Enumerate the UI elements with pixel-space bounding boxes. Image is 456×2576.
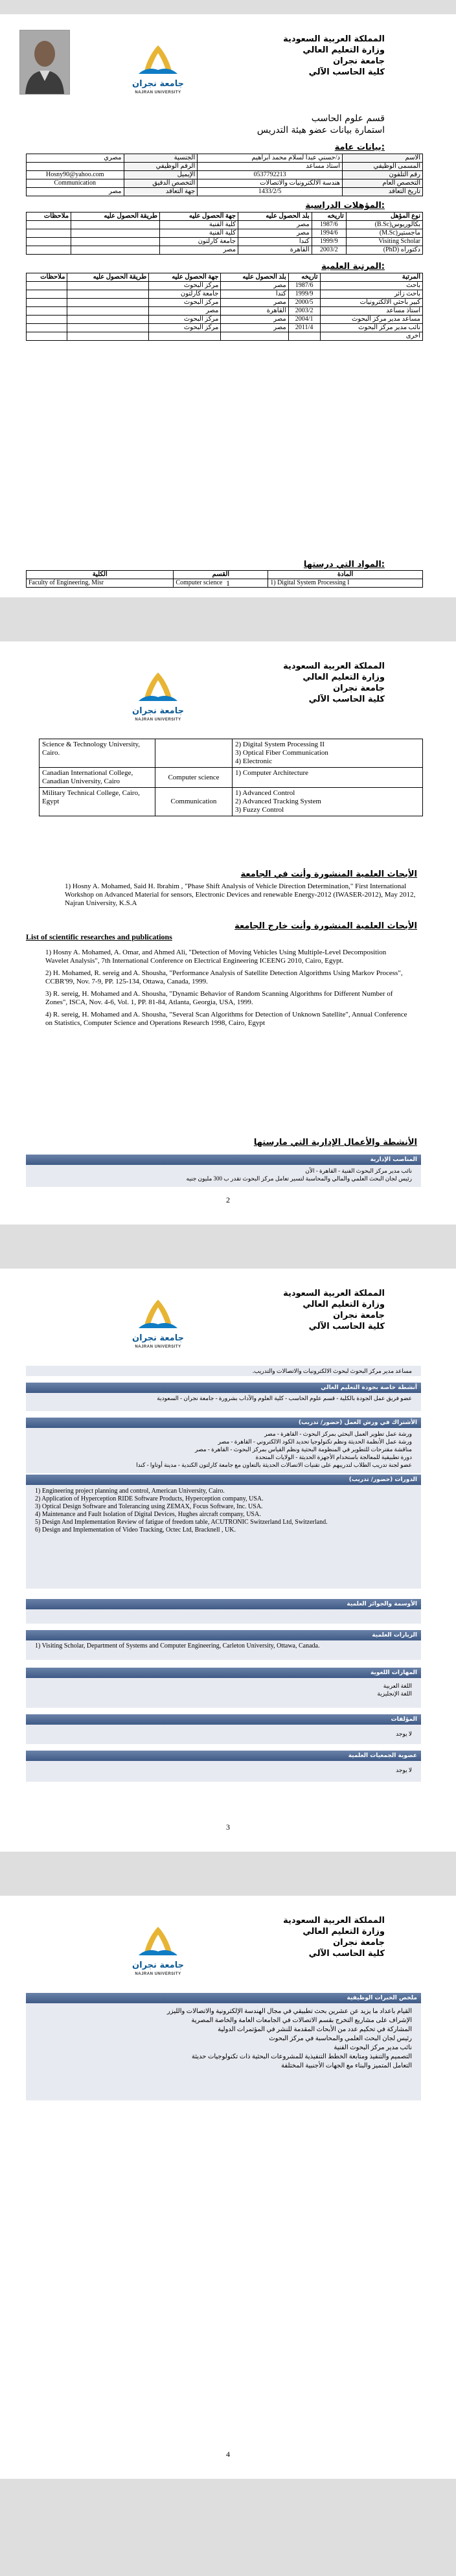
qualification-cell: مصر	[238, 221, 312, 229]
page-3	[0, 1269, 456, 1852]
qualification-cell: ماجستير(M.Sc)	[346, 229, 422, 238]
list-item: رئيس لجان البحث العلمي والمالي والمحاسبة لتسير تعامل مركز البحوث تقدر ب 300 مليون جنيه	[186, 1175, 412, 1182]
courses-col-subject: المادة	[268, 571, 423, 579]
page-number: 2	[226, 1195, 230, 1204]
field-label: تاريخ التعاقد	[343, 188, 423, 196]
header-line: وزارة التعليم العالي	[302, 45, 385, 55]
field-value: مصري	[27, 154, 124, 163]
qualification-cell: Visiting Scholar	[346, 238, 422, 246]
quality-list	[26, 1393, 421, 1411]
course-college: Faculty of Engineering, Misr	[27, 579, 174, 588]
list-item: المشاركة في تحكيم عدد من الأبحاث المقدمة للنشر في المؤتمرات الدولية	[218, 2026, 412, 2033]
list-item: 2) Advanced Tracking System	[235, 798, 321, 805]
table-row	[40, 739, 423, 768]
university-logo	[113, 669, 203, 722]
field-value: 0537792213	[198, 171, 343, 179]
honors-list	[26, 1609, 421, 1624]
qualification-cell: 2003/2	[312, 246, 346, 255]
admin-positions-list	[26, 1165, 421, 1187]
list-item: 1) Computer Architecture	[235, 769, 309, 777]
rank-cell: باحث زائر	[320, 290, 422, 299]
list-item: 6) Design and Implementation of Video Tracking, Octec Ltd, Bracknell , UK.	[35, 1526, 236, 1534]
list-item: رئيس لجان البحث العلمي والمحاسبة في مركز البحوث	[269, 2035, 412, 2042]
qualifications-table	[26, 212, 423, 255]
list-item: عضو لجنة تدريب الطلاب لتدريبهم على تقنيات الاتصالات الحديثة بالتعاون مع جامعة كارلتون الكندية - مدينة أوتاوا - كندا	[136, 1462, 412, 1468]
rank-cell: مصر	[221, 316, 288, 324]
qualification-cell: كندا	[238, 238, 312, 246]
logo-arabic-name: جامعة نجران	[132, 79, 184, 89]
rank-cell: مصر	[221, 299, 288, 307]
logo-english-name: NAJRAN UNIVERSITY	[135, 1345, 181, 1349]
rank-col-header: بلد الحصول عليه	[221, 273, 288, 282]
logo-arabic-name: جامعة نجران	[132, 1961, 184, 1970]
rank-cell: مصر	[221, 282, 288, 290]
publications-list-title: List of scientific researches and publications	[26, 932, 172, 941]
courses-col-dept: القسم	[174, 571, 268, 579]
page-4	[0, 1896, 456, 2479]
course-dept: Computer science	[155, 768, 233, 788]
publications-list	[26, 1725, 421, 1744]
course-subjects	[233, 739, 423, 768]
rank-cell	[27, 282, 67, 290]
course-dept: Computer science	[174, 579, 268, 588]
page-header	[113, 1288, 385, 1359]
page-1	[0, 14, 456, 597]
quality-bar: أنشطة خاصة بجودة التعليم العالي	[26, 1383, 421, 1393]
list-item: مساعد مدير مركز البحوث لبحوث الالكترونيات والاتصالات والتدريب.	[252, 1368, 412, 1374]
courses-heading: المواد التي درستها:	[303, 560, 385, 569]
rank-cell: مركز البحوث	[149, 316, 221, 324]
rank-cell: 2003/2	[288, 307, 320, 316]
memberships-bar: عضوية الجمعيات العلمية	[26, 1751, 421, 1761]
header-lines	[283, 34, 385, 78]
experience-summary-list	[26, 2003, 421, 2100]
list-item: نائب مدير مركز البحوث الفنية - القاهرة - الآن	[305, 1167, 412, 1174]
rank-cell: القاهرة	[221, 307, 288, 316]
admin-positions-bar: المناصب الإدارية	[26, 1155, 421, 1165]
rank-cell	[27, 299, 67, 307]
qualification-cell	[27, 221, 71, 229]
rank-cell	[221, 332, 288, 341]
field-label: جهة التعاقد	[124, 188, 198, 196]
field-label: التخصص العام	[343, 179, 423, 188]
field-value: أستاذ مساعد	[198, 163, 343, 171]
list-item: 4) R. sereig, H. Mohamed and A. Shousha, "Several Scan Algorithms for Detection of Unknown Satellite", Annual Conference on Statistics, Computer Science and Operations Research 1998, Cairo, Egypt	[45, 1011, 407, 1027]
qualification-cell	[27, 229, 71, 238]
header-lines	[283, 661, 385, 705]
rank-cell	[67, 307, 149, 316]
qualification-cell: 1994/6	[312, 229, 346, 238]
rank-cell: أستاذ مساعد	[320, 307, 422, 316]
logo-english-name: NAJRAN UNIVERSITY	[135, 91, 181, 95]
qualification-col-header: بلد الحصول عليه	[238, 213, 312, 221]
university-logo	[113, 41, 203, 95]
header-line: جامعة نجران	[333, 1311, 385, 1320]
qualification-cell: بكالوريوس(B.Sc)	[346, 221, 422, 229]
rank-cell	[67, 324, 149, 332]
table-row	[27, 307, 423, 316]
list-item: ورشة عمل الأنظمة الحديثة ونظم تكنولوجيا تحديد الكود الالكتروني - القاهرة - مصر	[218, 1438, 412, 1445]
header-lines	[283, 1288, 385, 1332]
list-item: 2) Application of Hyperception RIDE Software Products, Hyperception company, USA.	[35, 1495, 264, 1502]
rank-cell: 1999/9	[288, 290, 320, 299]
rank-cell: مصر	[149, 307, 221, 316]
header-line: المملكة العربية السعودية	[283, 34, 385, 44]
qualification-cell: القاهرة	[238, 246, 312, 255]
qualification-col-header: ملاحظات	[27, 213, 71, 221]
rank-cell: مركز البحوث	[149, 299, 221, 307]
external-research-list	[45, 949, 408, 1031]
course-college: Military Technical College, Cairo, Egypt	[40, 788, 155, 816]
qualification-cell	[27, 238, 71, 246]
field-value: د/حسني عبدا لسلام محمد ابراهيم	[198, 154, 343, 163]
rank-col-header: المرتبة	[320, 273, 422, 282]
list-item: 4) Electronic	[235, 757, 273, 765]
qualification-col-header: طريقة الحصول عليه	[71, 213, 160, 221]
qualification-cell	[71, 238, 160, 246]
university-logo	[113, 1923, 203, 1976]
rank-cell	[288, 332, 320, 341]
list-item: 2) Digital System Processing II	[235, 741, 325, 748]
training-courses-list	[26, 1485, 421, 1589]
header-line: المملكة العربية السعودية	[283, 1916, 385, 1926]
list-item: التصميم والتنفيذ ومتابعة الخطط التنفيذية للمشروعات البحثية ذات تكنولوجيات حديثة	[191, 2053, 412, 2060]
rank-cell: مصر	[221, 324, 288, 332]
page-2	[0, 641, 456, 1225]
department-name: قسم علوم الحاسب	[311, 113, 385, 124]
field-label: الإيميل	[124, 171, 198, 179]
header-line: كلية الحاسب الآلي	[308, 695, 385, 704]
field-value: هندسة الالكترونيات والاتصالات	[198, 179, 343, 188]
logo-arabic-name: جامعة نجران	[132, 706, 184, 716]
table-row	[27, 154, 423, 163]
rank-col-header: تاريخه	[288, 273, 320, 282]
form-title-block	[257, 113, 385, 136]
table-row	[27, 246, 423, 255]
page-number: 1	[226, 579, 230, 588]
admin-activities-heading: الأنشطة والأعمال الإدارية التي مارستها	[253, 1138, 417, 1147]
list-item: 4) Maintenance and Fault Isolation of Digital Devices, Hughes aircraft company, USA.	[35, 1511, 261, 1518]
table-row	[27, 316, 423, 324]
general-info-heading: بيانات عامة:	[334, 143, 385, 152]
course-college: Science & Technology University, Cairo.	[40, 739, 155, 768]
rank-cell	[27, 332, 67, 341]
field-label: الجنسية	[124, 154, 198, 163]
header-line: كلية الحاسب الآلي	[308, 1949, 385, 1959]
course-college: Canadian International College, Canadian University, Cairo	[40, 768, 155, 788]
field-value: مصر	[27, 188, 124, 196]
list-item: اللغة العربية	[383, 1683, 412, 1689]
academic-rank-heading: المرتبة العلمية:	[321, 262, 385, 271]
rank-cell: كندا	[221, 290, 288, 299]
qualification-cell: كلية الفنية	[160, 229, 238, 238]
list-item: 1) Advanced Control	[235, 789, 295, 797]
logo-english-name: NAJRAN UNIVERSITY	[135, 1972, 181, 1976]
header-line: وزارة التعليم العالي	[302, 1927, 385, 1937]
list-item: 1) Hosny A. Mohamed, A. Omar, and Ahmed Ali, "Detection of Moving Vehicles Using Multiple-Level Decomposition Wavelet Analysis", 7th International Conference on Electrical Engineering ICEENG 2010, Cairo, Egypt.	[45, 949, 387, 965]
table-row	[27, 238, 423, 246]
visits-list	[26, 1640, 421, 1660]
course-dept: Communication	[155, 788, 233, 816]
list-item: 3) Optical Fiber Communication	[235, 749, 328, 757]
list-item: ورشة عمل تطوير العمل البحثي بمركز البحوث - القاهرة - مصر	[264, 1431, 412, 1437]
rank-cell	[67, 290, 149, 299]
table-row	[27, 229, 423, 238]
qualification-cell: 1987/6	[312, 221, 346, 229]
rank-cell: 2011/4	[288, 324, 320, 332]
field-value: 1433/2/5	[198, 188, 343, 196]
list-item: الإشراف على مشاريع التخرج بقسم الاتصالات في الجامعات العامة والخاصة المصرية	[191, 2017, 412, 2024]
header-line: كلية الحاسب الآلي	[308, 1322, 385, 1331]
academic-rank-table	[26, 273, 423, 341]
rank-cell	[27, 316, 67, 324]
rank-cell: مركز البحوث	[149, 282, 221, 290]
rank-cell: 2004/1	[288, 316, 320, 324]
qualification-cell: 1999/9	[312, 238, 346, 246]
header-line: جامعة نجران	[333, 56, 385, 66]
qualification-cell: كلية الفنية	[160, 221, 238, 229]
list-item: لا يوجد	[396, 1731, 412, 1737]
rank-cell	[67, 316, 149, 324]
rank-cell: أخرى	[320, 332, 422, 341]
list-item: القيام باعداد ما يزيد عن عشرين بحث تطبيقي في مجال الهندسة الإلكترونية والاتصالات والليزر	[166, 2008, 412, 2015]
university-logo	[113, 1296, 203, 1349]
table-row	[27, 221, 423, 229]
table-row	[27, 282, 423, 290]
header-line: المملكة العربية السعودية	[283, 1289, 385, 1298]
page-header	[113, 34, 385, 105]
rank-cell: 1987/6	[288, 282, 320, 290]
header-lines	[283, 1915, 385, 1959]
page-number: 3	[226, 1823, 230, 1832]
rank-cell	[67, 282, 149, 290]
list-item: 2) H. Mohamed, R. sereig and A. Shousha, "Performance Analysis of Satellite Detection Algorithms Using Markov Process", CCBR'99, Nov. 7-9, PP. 125-134, Ottawa, Canada, 1999.	[45, 969, 403, 985]
field-value	[27, 163, 124, 171]
list-item: دورة تطبيقية للمعالجة باستخدام الأجهزة الحديثة - الولايات المتحدة	[255, 1454, 412, 1460]
list-item: اللغة الإنجليزية	[377, 1690, 412, 1697]
rank-cell: مساعد مدير مركز البحوث	[320, 316, 422, 324]
qualification-cell: جامعة كارلتون	[160, 238, 238, 246]
qualification-cell	[71, 229, 160, 238]
rank-cell: جامعة كارلتون	[149, 290, 221, 299]
form-title: استمارة بيانات عضو هيئة التدريس	[256, 125, 385, 135]
table-row	[27, 324, 423, 332]
courses-table-continued	[39, 739, 423, 816]
rank-col-header: ملاحظات	[27, 273, 67, 282]
list-item: لا يوجد	[396, 1767, 412, 1773]
qualification-cell	[71, 221, 160, 229]
list-item: 1) Engineering project planning and control, American University, Cairo.	[35, 1488, 225, 1495]
table-row	[27, 171, 423, 179]
field-value: Communication	[27, 179, 124, 188]
course-subject: 1) Digital System Processing I	[268, 579, 423, 588]
list-item: 3) Fuzzy Control	[235, 806, 284, 814]
header-line: كلية الحاسب الآلي	[308, 67, 385, 77]
qualifications-heading: المؤهلات الدراسية:	[305, 201, 385, 211]
language-skills-bar: المهارات اللغوية	[26, 1668, 421, 1678]
rank-cell: مركز البحوث	[149, 324, 221, 332]
page-number: 4	[226, 2450, 230, 2459]
field-label: المسمى الوظيفي	[343, 163, 423, 171]
course-subjects	[233, 768, 423, 788]
page-header	[113, 661, 385, 732]
course-subjects	[233, 788, 423, 816]
internal-research-item: 1) Hosny A. Mohamed, Said H. Ibrahim , "Phase Shift Analysis of Vehicle Direction Determination," First International Workshop on Advanced Material for sensors, Electronic Devices and renewable Energy-2012 (IWASER-2012), May 2012, Najran University, K.S.A	[65, 882, 416, 907]
rank-cell	[67, 299, 149, 307]
rank-cell: باحث	[320, 282, 422, 290]
external-research-heading: الأبحاث العلمية المنشورة وأنت خارج الجامعة	[234, 921, 417, 931]
field-label: رقم التلفون	[343, 171, 423, 179]
field-value: Hosny90@yahoo.com	[27, 171, 124, 179]
internal-research-heading: الأبحاث العلمية المنشورة وأنت في الجامعة	[240, 869, 417, 879]
rank-col-header: طريقة الحصول عليه	[67, 273, 149, 282]
admin-positions-continued	[26, 1366, 421, 1376]
list-item: التعامل المتميز والبناء مع الجهات الأجنبية المختلفة	[281, 2062, 412, 2069]
qualification-col-header: نوع المؤهل	[346, 213, 422, 221]
qualification-col-header: تاريخه	[312, 213, 346, 221]
field-label: الرقم الوظيفي	[124, 163, 198, 171]
visits-bar: الزيارات العلمية	[26, 1630, 421, 1640]
rank-cell: 2000/5	[288, 299, 320, 307]
rank-cell: نائب مدير مركز البحوث	[320, 324, 422, 332]
publications-bar: المؤلفات	[26, 1714, 421, 1725]
rank-cell	[27, 324, 67, 332]
list-item: 3) Optical Design Software and Tolerancing using ZEMAX, Focus Software, Inc. USA.	[35, 1503, 263, 1510]
course-dept	[155, 739, 233, 768]
table-row	[27, 290, 423, 299]
list-item: عضو فريق عمل الجودة بالكلية - قسم علوم الحاسب - كلية العلوم والآداب بشرورة - جامعة نجران - السعودية	[157, 1395, 412, 1401]
table-row	[27, 188, 423, 196]
rank-cell	[149, 332, 221, 341]
faculty-photo	[19, 30, 70, 95]
qualification-col-header: جهة الحصول عليه	[160, 213, 238, 221]
rank-cell	[67, 332, 149, 341]
rank-cell	[27, 307, 67, 316]
page-header	[113, 1915, 385, 1986]
qualification-cell: مصر	[160, 246, 238, 255]
logo-arabic-name: جامعة نجران	[132, 1333, 184, 1343]
rank-cell: كبير باحثي الالكترونيات	[320, 299, 422, 307]
field-label: الاسم	[343, 154, 423, 163]
qualification-cell	[27, 246, 71, 255]
table-row	[27, 299, 423, 307]
list-item: 1) Visiting Scholar, Department of Systems and Computer Engineering, Carleton University, Ottawa, Canada.	[35, 1642, 320, 1650]
header-line: وزارة التعليم العالي	[302, 1300, 385, 1309]
workshops-list	[26, 1428, 421, 1473]
experience-summary-bar: ملخص الخبرات الوظيفية	[26, 1993, 421, 2003]
courses-bar: الدورات (حضور/ تدريب)	[26, 1475, 421, 1485]
qualification-cell	[71, 246, 160, 255]
qualification-cell: مصر	[238, 229, 312, 238]
table-row	[27, 163, 423, 171]
list-item: 3) R. sereig, H. Mohamed and A. Shousha, "Dynamic Behavior of Random Scanning Algorithms for Different Number of Zones", ISCA, Nov. 4-6, Vol. 1, PP. 81-84, Atlanta, Georgia, USA, 1999.	[45, 990, 393, 1006]
general-info-table	[26, 154, 423, 196]
workshops-bar: الأشتراك في ورش العمل (حضور/ تدريب)	[26, 1418, 421, 1428]
table-row	[40, 768, 423, 788]
memberships-list	[26, 1761, 421, 1782]
list-item: مناقشة مقترحات للتطوير في المنظومة البحثية ونظم القياس بمركز البحوث - القاهرة - مصر	[195, 1446, 412, 1453]
header-line: المملكة العربية السعودية	[283, 661, 385, 671]
header-line: جامعة نجران	[333, 684, 385, 693]
language-skills-list	[26, 1678, 421, 1708]
courses-col-college: الكلية	[27, 571, 174, 579]
rank-col-header: جهة الحصول عليه	[149, 273, 221, 282]
honors-bar: الأوسمة والجوائز العلمية	[26, 1599, 421, 1609]
rank-cell	[27, 290, 67, 299]
table-row	[40, 788, 423, 816]
qualification-cell: دكتوراه (PhD)	[346, 246, 422, 255]
header-line: وزارة التعليم العالي	[302, 673, 385, 682]
list-item: نائب مدير مركز البحوث الفنية	[334, 2044, 412, 2051]
header-line: جامعة نجران	[333, 1938, 385, 1948]
logo-english-name: NAJRAN UNIVERSITY	[135, 718, 181, 722]
list-item: 5) Design And Implementation Review of fatigue of freedom table, ACUTRONIC Switzerland Ltd, Switzerland.	[35, 1519, 328, 1526]
table-row	[27, 179, 423, 188]
table-row	[27, 332, 423, 341]
field-label: التخصص الدقيق	[124, 179, 198, 188]
